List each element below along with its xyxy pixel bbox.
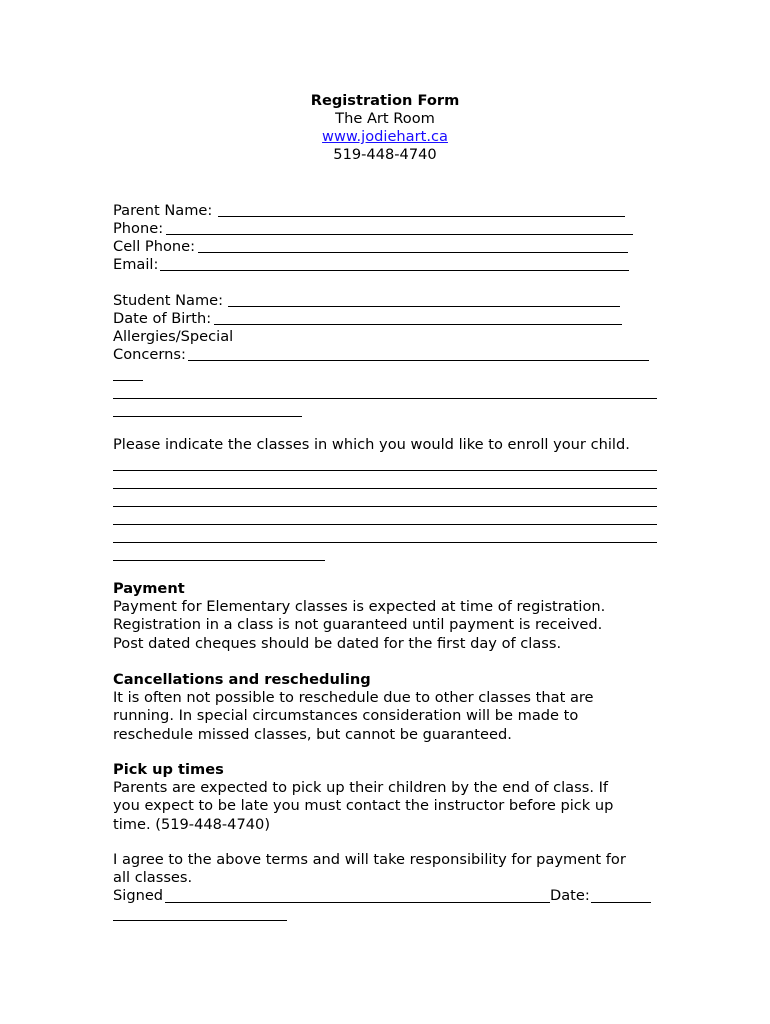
cancellations-text-line: It is often not possible to reschedule due to other classes that are [113, 689, 594, 707]
signature-field[interactable] [165, 902, 550, 903]
cancellations-text-line: running. In special circumstances consideration will be made to [113, 707, 579, 725]
classes-line[interactable] [113, 470, 657, 471]
org-phone: 519-448-4740 [333, 146, 437, 163]
classes-line[interactable] [113, 488, 657, 489]
cancellations-text-line: reschedule missed classes, but cannot be guaranteed. [113, 725, 512, 743]
dob-label: Date of Birth: [113, 310, 212, 327]
classes-line[interactable] [113, 506, 657, 507]
student-name-label: Student Name: [113, 292, 224, 309]
date-field[interactable] [591, 902, 651, 903]
pickup-heading: Pick up times [113, 761, 224, 778]
form-title: Registration Form [310, 92, 460, 109]
email-field[interactable] [160, 270, 629, 271]
payment-text-line: Registration in a class is not guaranteed until payment is received. [113, 616, 603, 634]
parent-name-field[interactable] [218, 216, 625, 217]
payment-text-line: Payment for Elementary classes is expected at time of registration. [113, 598, 606, 616]
email-label: Email: [113, 256, 159, 273]
payment-text-line: Post dated cheques should be dated for the first day of class. [113, 634, 562, 652]
cell-phone-label: Cell Phone: [113, 238, 196, 255]
classes-prompt: Please indicate the classes in which you would like to enroll your child. [113, 436, 630, 453]
payment-heading: Payment [113, 580, 185, 597]
date-label: Date: [550, 887, 590, 904]
phone-label: Phone: [113, 220, 164, 237]
allergies-extra-line-end[interactable] [113, 416, 302, 417]
cancellations-heading: Cancellations and rescheduling [113, 671, 371, 688]
date-field-overflow[interactable] [113, 920, 287, 921]
allergies-label-line1: Allergies/Special [113, 328, 234, 345]
agreement-text-line: I agree to the above terms and will take responsibility for payment for [113, 851, 626, 868]
parent-name-label: Parent Name: [113, 202, 213, 219]
agreement-section [113, 851, 673, 887]
cell-phone-field[interactable] [198, 252, 628, 253]
allergies-extra-line[interactable] [113, 398, 657, 399]
allergies-label-line2: Concerns: [113, 346, 186, 363]
classes-line[interactable] [113, 542, 657, 543]
payment-section [113, 580, 673, 653]
org-name: The Art Room [335, 110, 435, 127]
pickup-text-line: you expect to be late you must contact the instructor before pick up [113, 797, 614, 815]
allergies-field-overflow[interactable] [113, 380, 143, 381]
cancellations-section [113, 671, 673, 744]
phone-field[interactable] [166, 234, 633, 235]
signed-label: Signed [113, 887, 164, 904]
dob-field[interactable] [214, 324, 622, 325]
agreement-text-line: all classes. [113, 869, 193, 887]
form-header [0, 92, 770, 164]
student-name-field[interactable] [228, 306, 620, 307]
allergies-field[interactable] [188, 360, 649, 361]
pickup-text-line: Parents are expected to pick up their children by the end of class. If [113, 779, 609, 797]
website-link[interactable]: www.jodiehart.ca [322, 128, 448, 145]
pickup-section [113, 761, 673, 834]
classes-line-end[interactable] [113, 560, 325, 561]
pickup-text-line: time. (519-448-4740) [113, 815, 271, 833]
classes-line[interactable] [113, 524, 657, 525]
